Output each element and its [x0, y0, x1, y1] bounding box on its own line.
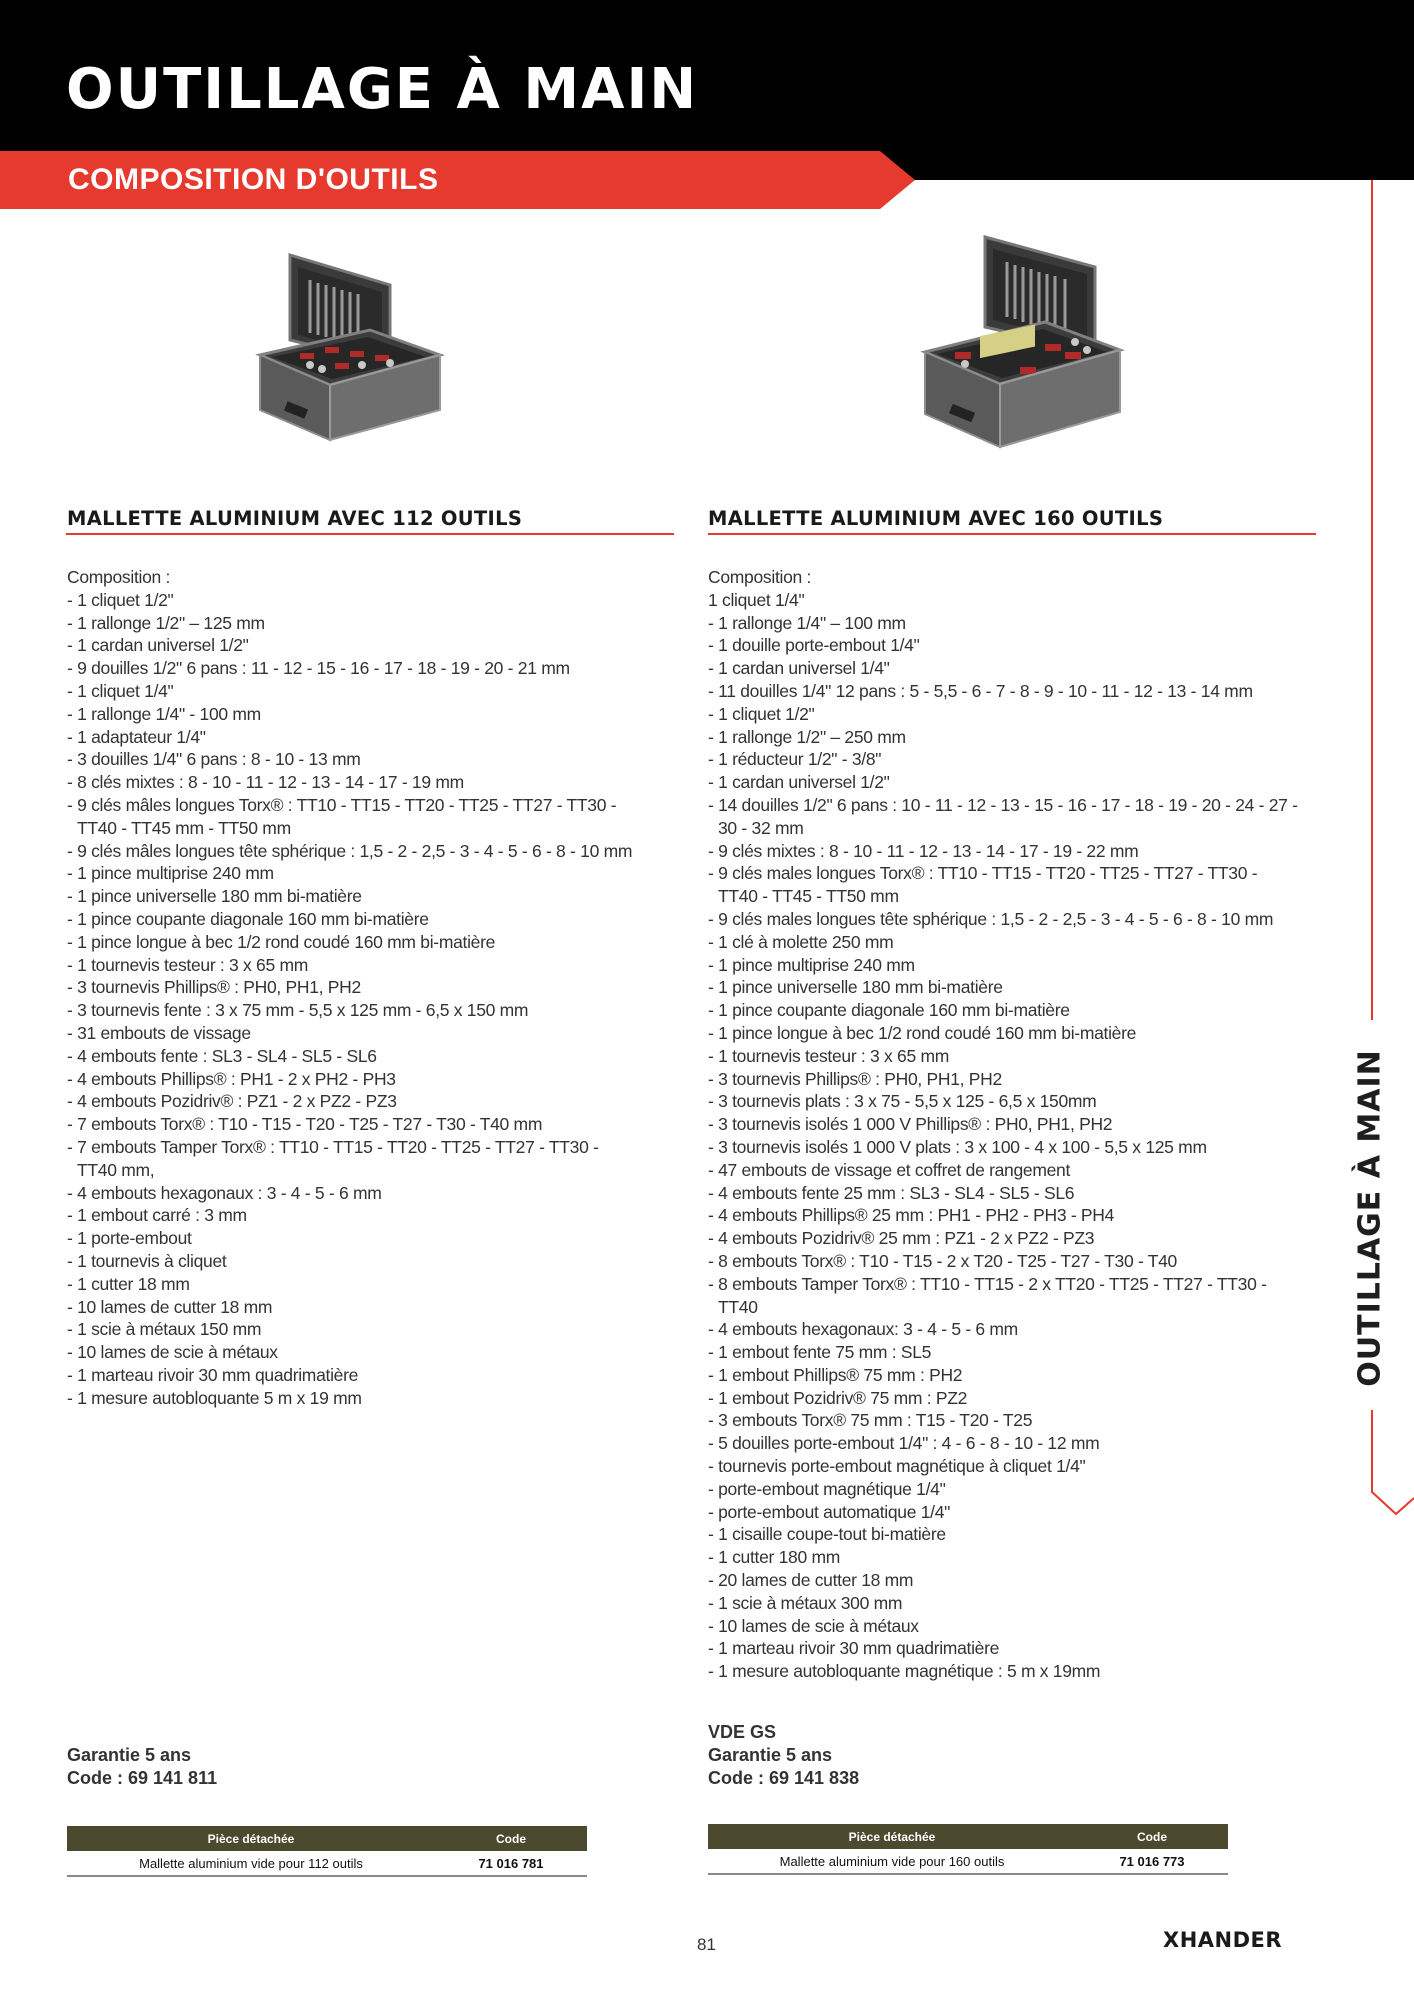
composition-item: - tournevis porte-embout magnétique à cliquet 1/4": [708, 1456, 1086, 1477]
composition-item: - 9 clés mâles longues Torx® : TT10 - TT15 - TT20 - TT25 - TT27 - TT30 -: [67, 794, 617, 815]
title-divider: [66, 533, 674, 535]
composition-item: - 1 rallonge 1/4" – 100 mm: [708, 612, 906, 633]
table-header-code: Code: [435, 1826, 587, 1851]
brand-logo: XHANDER: [1163, 1928, 1283, 1952]
product-footer: [708, 1721, 859, 1790]
composition-item: - 3 embouts Torx® 75 mm : T15 - T20 - T25: [708, 1410, 1033, 1431]
composition-item: - 1 douille porte-embout 1/4": [708, 635, 920, 656]
footer-line: Code : 69 141 811: [67, 1768, 218, 1788]
composition-item: - 31 embouts de vissage: [67, 1022, 251, 1043]
composition-item: - 1 cardan universel 1/2": [708, 772, 890, 793]
title-divider: [708, 533, 1316, 535]
table-header-part: Pièce détachée: [708, 1824, 1076, 1849]
composition-item: - 1 marteau rivoir 30 mm quadrimatière: [708, 1638, 1000, 1659]
composition-item: - 14 douilles 1/2" 6 pans : 10 - 11 - 12 - 13 - 15 - 16 - 17 - 18 - 19 - 20 - 24 - 27 -: [708, 794, 1298, 815]
composition-item: - 1 cardan universel 1/2": [67, 635, 249, 656]
composition-item: - 11 douilles 1/4" 12 pans : 5 - 5,5 - 6 - 7 - 8 - 9 - 10 - 11 - 12 - 13 - 14 mm: [708, 680, 1253, 701]
composition-item: Composition :: [67, 567, 171, 587]
footer-line: Garantie 5 ans: [708, 1745, 833, 1765]
composition-item: Composition :: [708, 567, 812, 587]
composition-item: - 20 lames de cutter 18 mm: [708, 1570, 914, 1591]
composition-item: - 1 embout Phillips® 75 mm : PH2: [708, 1364, 963, 1385]
composition-item: - 1 pince multiprise 240 mm: [67, 863, 274, 884]
composition-item: - 8 clés mixtes : 8 - 10 - 11 - 12 - 13 - 14 - 17 - 19 mm: [67, 772, 464, 793]
table-cell-part: Mallette aluminium vide pour 160 outils: [708, 1849, 1076, 1874]
composition-item: - 4 embouts Pozidriv® 25 mm : PZ1 - 2 x PZ2 - PZ3: [708, 1228, 1095, 1249]
composition-item: - 1 adaptateur 1/4": [67, 726, 206, 747]
page-subtitle: COMPOSITION D'OUTILS: [68, 163, 439, 196]
composition-item: - 3 tournevis Phillips® : PH0, PH1, PH2: [708, 1068, 1002, 1089]
product-image-case-160: [915, 232, 1130, 467]
composition-item: - 4 embouts hexagonaux: 3 - 4 - 5 - 6 mm: [708, 1319, 1018, 1340]
spare-part-table: [67, 1826, 587, 1877]
table-row: [708, 1849, 1228, 1874]
table-cell-code: 71 016 773: [1076, 1849, 1228, 1874]
composition-item: - 8 embouts Torx® : T10 - T15 - 2 x T20 - T25 - T27 - T30 - T40: [708, 1250, 1177, 1271]
composition-list: [708, 566, 1318, 1683]
table-header-part: Pièce détachée: [67, 1826, 435, 1851]
composition-item: - 1 pince multiprise 240 mm: [708, 954, 915, 975]
composition-item: - 3 tournevis isolés 1 000 V plats : 3 x 100 - 4 x 100 - 5,5 x 125 mm: [708, 1136, 1207, 1157]
composition-item: - 9 clés males longues Torx® : TT10 - TT15 - TT20 - TT25 - TT27 - TT30 -: [708, 863, 1258, 884]
composition-item: - 1 pince coupante diagonale 160 mm bi-matière: [67, 908, 429, 929]
composition-item: - 7 embouts Torx® : T10 - T15 - T20 - T25 - T27 - T30 - T40 mm: [67, 1114, 543, 1135]
composition-item: - 4 embouts fente 25 mm : SL3 - SL4 - SL5 - SL6: [708, 1182, 1075, 1203]
composition-item: - 1 réducteur 1/2" - 3/8": [708, 749, 882, 770]
composition-item: - 1 embout carré : 3 mm: [67, 1205, 247, 1226]
composition-item: - 1 pince longue à bec 1/2 rond coudé 160 mm bi-matière: [708, 1022, 1137, 1043]
composition-item: - 1 pince universelle 180 mm bi-matière: [67, 886, 362, 907]
product-footer: [67, 1744, 217, 1790]
composition-item: - 1 rallonge 1/2" – 125 mm: [67, 612, 265, 633]
product-title: MALLETTE ALUMINIUM AVEC 112 OUTILS: [67, 507, 523, 530]
composition-item: - 1 porte-embout: [67, 1228, 192, 1249]
composition-item: - 10 lames de cutter 18 mm: [67, 1296, 273, 1317]
composition-item: - 1 cardan universel 1/4": [708, 658, 890, 679]
composition-item: - 1 embout fente 75 mm : SL5: [708, 1342, 932, 1363]
composition-item: - 1 rallonge 1/4" - 100 mm: [67, 703, 261, 724]
composition-item: 1 cliquet 1/4": [708, 589, 805, 610]
composition-item: - 8 embouts Tamper Torx® : TT10 - TT15 - 2 x TT20 - TT25 - TT27 - TT30 -: [708, 1273, 1267, 1294]
footer-line: VDE GS: [708, 1722, 777, 1742]
composition-item: - 1 scie à métaux 300 mm: [708, 1592, 903, 1613]
composition-item: - 1 marteau rivoir 30 mm quadrimatière: [67, 1364, 359, 1385]
footer-line: Garantie 5 ans: [67, 1745, 192, 1765]
table-cell-part: Mallette aluminium vide pour 112 outils: [67, 1851, 435, 1876]
composition-item: - porte-embout automatique 1/4": [708, 1501, 951, 1522]
composition-list: [67, 566, 667, 1409]
composition-item: - 5 douilles porte-embout 1/4" : 4 - 6 - 8 - 10 - 12 mm: [708, 1433, 1100, 1454]
composition-item: - 3 tournevis plats : 3 x 75 - 5,5 x 125 - 6,5 x 150mm: [708, 1091, 1097, 1112]
side-rail-line: [1371, 180, 1373, 1020]
composition-item: - 1 tournevis à cliquet: [67, 1250, 227, 1271]
composition-item: - 4 embouts Phillips® 25 mm : PH1 - PH2 - PH3 - PH4: [708, 1205, 1115, 1226]
composition-item: - 4 embouts fente : SL3 - SL4 - SL5 - SL6: [67, 1045, 377, 1066]
composition-item: - 1 scie à métaux 150 mm: [67, 1319, 262, 1340]
composition-item: - 1 cliquet 1/2": [708, 703, 815, 724]
composition-item: - 1 tournevis testeur : 3 x 65 mm: [708, 1045, 950, 1066]
composition-item: - 1 pince coupante diagonale 160 mm bi-matière: [708, 1000, 1070, 1021]
composition-item: - 7 embouts Tamper Torx® : TT10 - TT15 - TT20 - TT25 - TT27 - TT30 -: [67, 1136, 599, 1157]
composition-item: TT40: [718, 1296, 758, 1317]
composition-item: - 9 clés males longues tête sphérique : 1,5 - 2 - 2,5 - 3 - 4 - 5 - 6 - 8 - 10 mm: [708, 908, 1274, 929]
product-image-case-112: [250, 245, 450, 455]
composition-item: - 1 pince universelle 180 mm bi-matière: [708, 977, 1003, 998]
composition-item: - 9 douilles 1/2" 6 pans : 11 - 12 - 15 - 16 - 17 - 18 - 19 - 20 - 21 mm: [67, 658, 570, 679]
table-row: [67, 1851, 587, 1876]
composition-item: - 3 douilles 1/4" 6 pans : 8 - 10 - 13 mm: [67, 749, 361, 770]
composition-item: - 1 cutter 180 mm: [708, 1547, 841, 1568]
composition-item: - 10 lames de scie à métaux: [67, 1342, 278, 1363]
composition-item: - 3 tournevis Phillips® : PH0, PH1, PH2: [67, 977, 361, 998]
product-title: MALLETTE ALUMINIUM AVEC 160 OUTILS: [708, 507, 1164, 530]
composition-item: - 4 embouts Phillips® : PH1 - 2 x PH2 - PH3: [67, 1068, 396, 1089]
composition-item: TT40 mm,: [77, 1159, 155, 1180]
composition-item: - porte-embout magnétique 1/4": [708, 1478, 946, 1499]
composition-item: - 3 tournevis fente : 3 x 75 mm - 5,5 x 125 mm - 6,5 x 150 mm: [67, 1000, 529, 1021]
composition-item: - 1 clé à molette 250 mm: [708, 931, 894, 952]
composition-item: - 1 embout Pozidriv® 75 mm : PZ2: [708, 1387, 968, 1408]
composition-item: TT40 - TT45 mm - TT50 mm: [77, 817, 291, 838]
composition-item: - 9 clés mixtes : 8 - 10 - 11 - 12 - 13 - 14 - 17 - 19 - 22 mm: [708, 840, 1139, 861]
composition-item: - 1 cliquet 1/4": [67, 680, 174, 701]
composition-item: - 1 tournevis testeur : 3 x 65 mm: [67, 954, 309, 975]
page-number: 81: [697, 1935, 716, 1954]
composition-item: - 47 embouts de vissage et coffret de rangement: [708, 1159, 1071, 1180]
spare-part-table: [708, 1824, 1228, 1875]
composition-item: - 1 pince longue à bec 1/2 rond coudé 160 mm bi-matière: [67, 931, 496, 952]
composition-item: TT40 - TT45 - TT50 mm: [718, 886, 899, 907]
composition-item: - 9 clés mâles longues tête sphérique : 1,5 - 2 - 2,5 - 3 - 4 - 5 - 6 - 8 - 10 mm: [67, 840, 633, 861]
chevron-down-icon: [1368, 1478, 1414, 1518]
page-title: OUTILLAGE À MAIN: [66, 57, 699, 122]
composition-item: - 10 lames de scie à métaux: [708, 1615, 919, 1636]
table-header-code: Code: [1076, 1824, 1228, 1849]
footer-line: Code : 69 141 838: [708, 1768, 860, 1788]
composition-item: - 4 embouts Pozidriv® : PZ1 - 2 x PZ2 - PZ3: [67, 1091, 397, 1112]
composition-item: - 1 mesure autobloquante magnétique : 5 m x 19mm: [708, 1661, 1101, 1682]
composition-item: - 1 rallonge 1/2" – 250 mm: [708, 726, 906, 747]
table-cell-code: 71 016 781: [435, 1851, 587, 1876]
composition-item: - 1 mesure autobloquante 5 m x 19 mm: [67, 1387, 362, 1408]
composition-item: - 1 cisaille coupe-tout bi-matière: [708, 1524, 946, 1545]
composition-item: - 1 cliquet 1/2": [67, 589, 174, 610]
composition-item: 30 - 32 mm: [718, 817, 804, 838]
side-section-label: OUTILLAGE À MAIN: [1353, 1039, 1388, 1397]
composition-item: - 3 tournevis isolés 1 000 V Phillips® : PH0, PH1, PH2: [708, 1114, 1113, 1135]
side-rail-line: [1371, 1410, 1373, 1480]
composition-item: - 1 cutter 18 mm: [67, 1273, 190, 1294]
composition-item: - 4 embouts hexagonaux : 3 - 4 - 5 - 6 mm: [67, 1182, 382, 1203]
